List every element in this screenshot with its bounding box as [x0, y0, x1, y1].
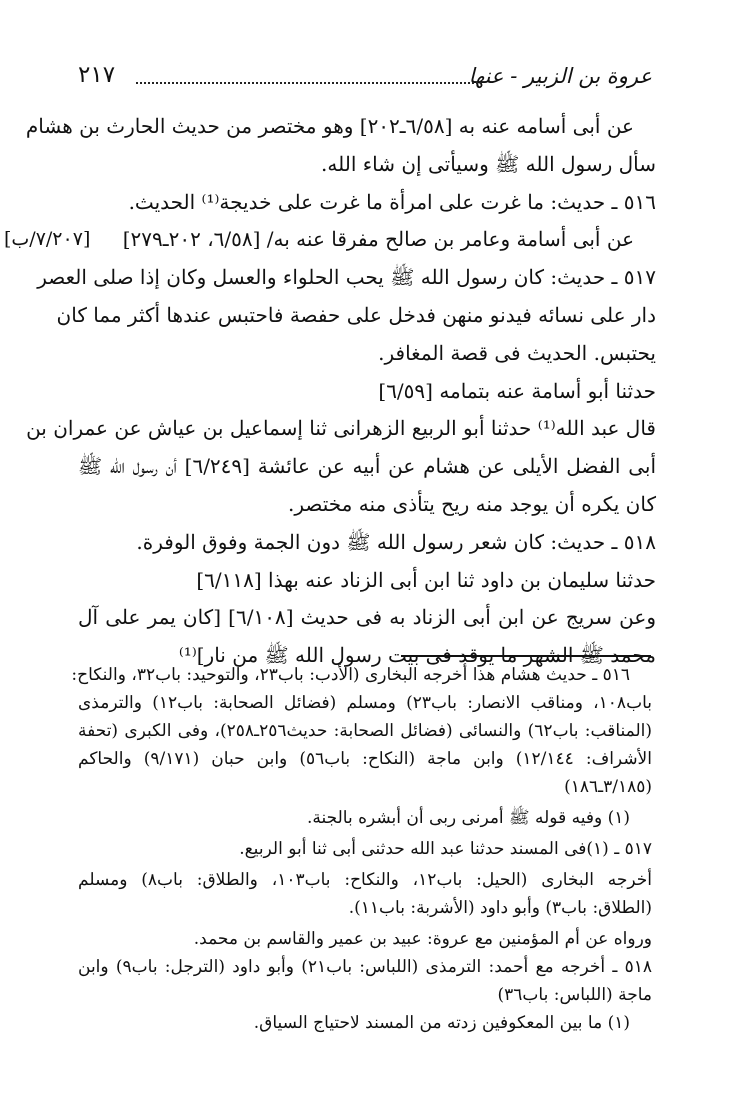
header-leader-dots	[136, 82, 482, 84]
footnote-line: (١) ما بين المعكوفين زدته من المسند لاحتياج السياق.	[253, 1013, 630, 1033]
main-line: دار على نسائه فيدنو منهن فدخل على حفصة فاحتبس عندها أكثر مما كان	[56, 302, 656, 327]
footnote-line: ٥١٦ ـ حديث هشام هذا أخرجه البخارى (الأدب: باب٢٣، والتوحيد: باب٣٢، والنكاح:	[71, 665, 630, 685]
footnote-line: (الطلاق: باب٣) وأبو داود (الأشربة: باب١١).	[348, 898, 652, 918]
running-header	[78, 60, 652, 94]
main-line: يحتبس. الحديث فى قصة المغافر.	[378, 340, 656, 365]
main-line: أبى الفضل الأيلى عن هشام عن أبيه عن عائشة [٦/٢٤٩] أن رسول الله ﷺ	[78, 454, 657, 479]
footnote-line: ٥١٧ ـ (١)فى المسند حدثنا عبد الله حدثنى أبى ثنا أبو الربيع.	[239, 839, 652, 859]
main-line	[4, 221, 656, 259]
footnote-separator	[401, 655, 651, 657]
main-line: محمد ﷺ الشهر ما يوقد فى بيت رسول الله ﷺ من نار]⁽¹⁾	[178, 643, 656, 668]
footnote-line: ماجة (اللباس: باب٣٦)	[497, 985, 652, 1005]
footnote-line: (المناقب: باب٦٢) والنسائى (فضائل الصحابة: حديث٢٥٦ـ٢٥٨)، وفى الكبرى (تحفة	[78, 721, 652, 741]
main-line: وعن سريج عن ابن أبى الزناد به فى حديث [٦/١٠٨] [كان يمر على آل	[78, 605, 656, 630]
footnote-line: ٥١٨ ـ أخرجه مع أحمد: الترمذى (اللباس: باب٢١) وأبو داود (الترجل: باب٩) وابن	[78, 957, 652, 977]
main-line: ٥١٧ ـ حديث: كان رسول الله ﷺ يحب الحلواء والعسل وكان إذا صلى العصر	[37, 265, 656, 290]
main-line: قال عبد الله⁽¹⁾ حدثنا أبو الربيع الزهرانى ثنا إسماعيل بن عياش عن عمران بن	[26, 416, 656, 441]
main-line: عن أبى أسامه عنه به [٦/٥٨ـ٢٠٢] وهو مختصر من حديث الحارث بن هشام	[25, 114, 634, 138]
footnote-line: باب١٠٨، ومناقب الانصار: باب٢٣) ومسلم (فضائل الصحابة: باب١٢) والترمذى	[78, 693, 652, 713]
footnote-line: (١) وفيه قوله ﷺ أمرنى ربى أن أبشره بالجنة.	[306, 808, 630, 828]
main-line-text: عن أبى أسامة وعامر بن صالح مفرقا عنه به/ [٦/٥٨، ٢٠٢ـ٢٧٩]	[122, 227, 634, 252]
main-line: كان يكره أن يوجد منه ريح يتأذى منه مختصر.	[287, 491, 656, 516]
page-number: ٢١٧	[78, 62, 116, 88]
main-line: سأل رسول الله ﷺ وسيأتى إن شاء الله.	[321, 151, 656, 176]
margin-reference: [٧/٢٠٧/ب]	[4, 228, 91, 251]
footnote-line: ورواه عن أم المؤمنين مع عروة: عبيد بن عمير والقاسم بن محمد.	[193, 929, 652, 949]
footnote-line: أخرجه البخارى (الحيل: باب١٢، والنكاح: باب١٠٣، والطلاق: باب٨) ومسلم	[78, 870, 652, 890]
footnotes	[71, 661, 652, 1037]
footnote-line: (٣/١٨٥ـ١٨٦)	[564, 777, 652, 797]
header-title: عروة بن الزبير - عنها	[468, 64, 652, 88]
main-line: ٥١٨ ـ حديث: كان شعر رسول الله ﷺ دون الجمة وفوق الوفرة.	[136, 529, 656, 554]
main-line: ٥١٦ ـ حديث: ما غرت على امرأة ما غرت على خديجة⁽¹⁾ الحديث.	[128, 189, 656, 214]
main-line: حدثنا سليمان بن داود ثنا ابن أبى الزناد عنه بهذا [٦/١١٨]	[196, 567, 656, 592]
footnote-line: الأشراف: ١٢/١٤٤) وابن ماجة (النكاح: باب٥٦) وابن حبان (٩/١٧١) والحاكم	[78, 749, 652, 769]
main-line: حدثنا أبو أسامة عنه بتمامه [٦/٥٩]	[378, 378, 656, 403]
